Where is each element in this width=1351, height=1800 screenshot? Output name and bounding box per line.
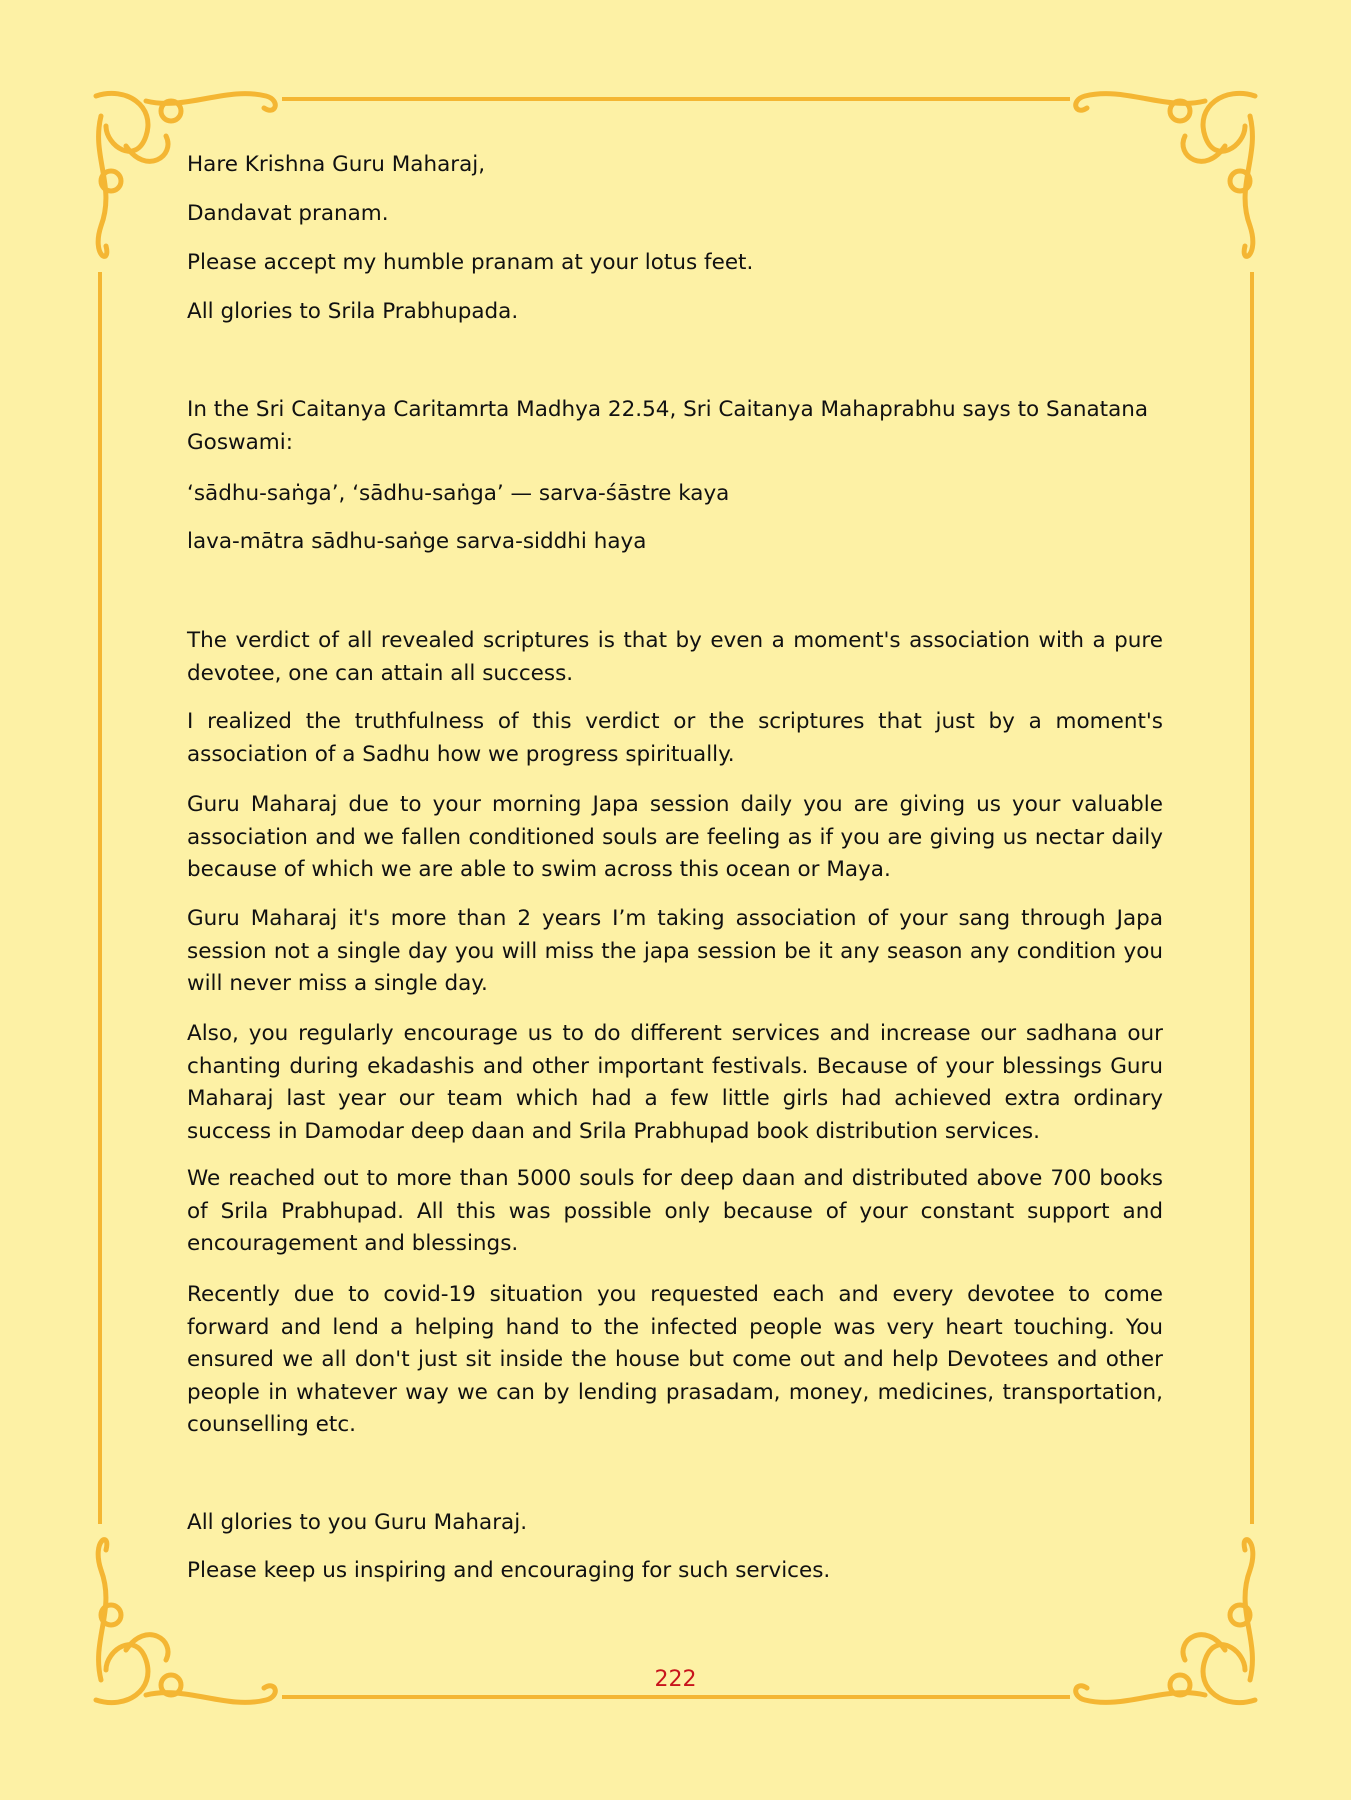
- border-top: [282, 97, 1070, 101]
- border-right: [1250, 272, 1254, 1524]
- paragraph: Please accept my humble pranam at your lotus feet.: [187, 250, 754, 275]
- salutation: Hare Krishna Guru Maharaj,: [187, 152, 486, 177]
- paragraph: Guru Maharaj due to your morning Japa session daily you are giving us your valuable association and we fallen conditioned souls are feeling as if you are giving us nectar daily because of which we are able to swim across this ocean or Maya.: [187, 792, 1163, 882]
- closing: Please keep us inspiring and encouraging for such services.: [187, 1558, 831, 1583]
- paragraph: Guru Maharaj it's more than 2 years I’m taking association of your sang through Japa session not a single day you will miss the japa session be it any season any condition you will never miss a single day.: [187, 906, 1163, 996]
- paragraph: I realized the truthfulness of this verdict or the scriptures that just by a moment's association of a Sadhu how we progress spiritually.: [187, 709, 1163, 767]
- paragraph: We reached out to more than 5000 souls for deep daan and distributed above 700 books of Srila Prabhupad. All this was possible only because of your constant support and encouragement and blessings.: [187, 1166, 1163, 1256]
- closing: All glories to you Guru Maharaj.: [187, 1510, 528, 1535]
- verse-line: lava-mātra sādhu-saṅge sarva-siddhi haya: [187, 529, 647, 554]
- paragraph: The verdict of all revealed scriptures is that by even a moment's association with a pure devotee, one can attain all success.: [187, 628, 1163, 686]
- greeting: Dandavat pranam.: [187, 201, 389, 226]
- border-left: [98, 272, 102, 1524]
- paragraph: Recently due to covid-19 situation you requested each and every devotee to come forward and lend a helping hand to the infected people was very heart touching. You ensured we all don't just sit inside the house but come out and help Devotees and other people in whatever way we can by lending prasadam, money, medicines, transportation, counselling etc.: [187, 1282, 1163, 1437]
- paragraph: All glories to Srila Prabhupada.: [187, 299, 519, 324]
- verse-line: ‘sādhu-saṅga’, ‘sādhu-saṅga’ — sarva-śāstre kaya: [187, 481, 730, 506]
- paragraph: Also, you regularly encourage us to do different services and increase our sadhana our chanting during ekadashis and other important festivals. Because of your blessings Guru Maharaj last year our team which had a few little girls had achieved extra ordinary success in Damodar deep daan and Srila Prabhupad book distribution services.: [187, 1021, 1163, 1144]
- paragraph: In the Sri Caitanya Caritamrta Madhya 22.54, Sri Caitanya Mahaprabhu says to Sanatana Goswami:: [187, 397, 1149, 455]
- page-number: 222: [654, 1667, 697, 1692]
- border-bottom: [282, 1695, 1070, 1699]
